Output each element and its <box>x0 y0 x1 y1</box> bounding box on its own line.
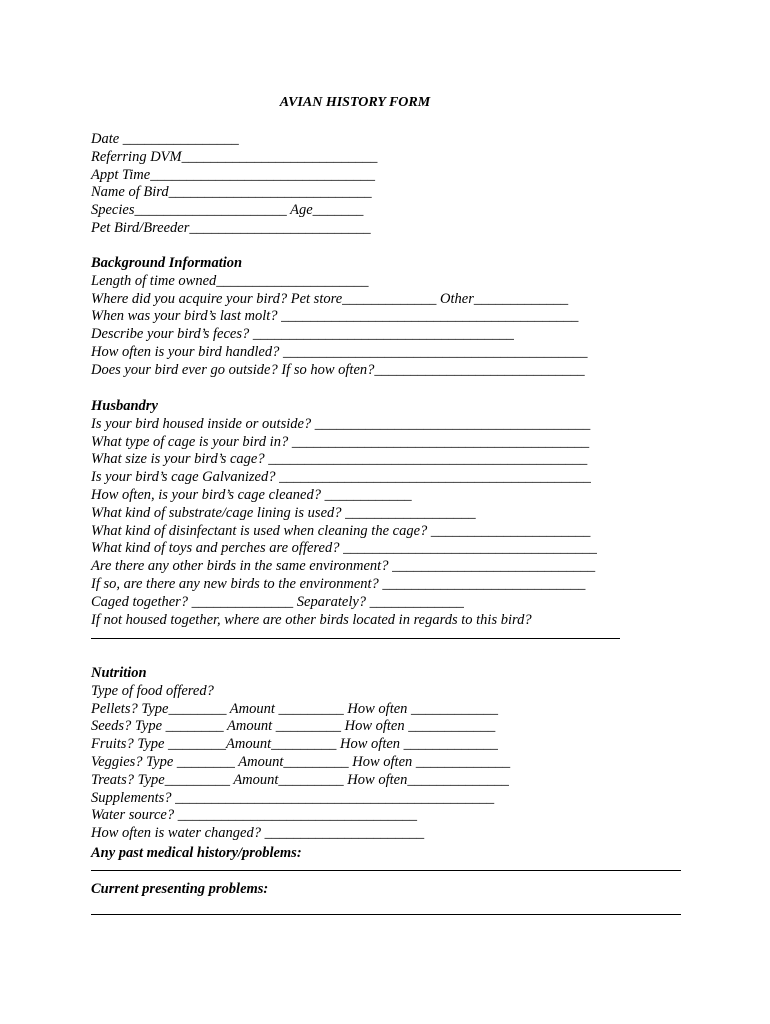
husbandry-question[interactable]: What kind of substrate/cage lining is used? __________________ <box>91 504 476 521</box>
background-question[interactable]: Length of time owned_____________________ <box>91 272 369 289</box>
nutrition-heading: Nutrition <box>91 665 147 681</box>
referring-dvm-field[interactable]: Referring DVM___________________________ <box>91 148 378 165</box>
nutrition-section <box>91 665 510 843</box>
answer-line[interactable] <box>91 638 620 639</box>
nutrition-question[interactable]: Treats? Type_________ Amount_________ How often______________ <box>91 771 509 788</box>
husbandry-question[interactable]: Is your bird’s cage Galvanized? ___________________________________________ <box>91 469 591 486</box>
appt-time-field[interactable]: Appt Time_______________________________ <box>91 166 375 183</box>
husbandry-section <box>91 398 620 639</box>
background-section <box>91 255 587 380</box>
husbandry-question[interactable]: What kind of disinfectant is used when cleaning the cage? ______________________ <box>91 522 591 539</box>
husbandry-heading: Husbandry <box>91 398 158 414</box>
form-title: AVIAN HISTORY FORM <box>279 95 431 110</box>
husbandry-question[interactable]: Caged together? ______________ Separately? _____________ <box>91 593 464 610</box>
nutrition-question[interactable]: Pellets? Type________ Amount _________ How often ____________ <box>91 700 499 717</box>
husbandry-question: If not housed together, where are other birds located in regards to this bird? <box>91 611 532 628</box>
background-question[interactable]: When was your bird’s last molt? _________________________________________ <box>91 308 579 325</box>
species-age-field[interactable]: Species_____________________ Age_______ <box>91 202 364 219</box>
nutrition-question[interactable]: Seeds? Type ________ Amount _________ How often ____________ <box>91 718 496 735</box>
nutrition-question[interactable]: How often is water changed? ______________________ <box>91 825 425 842</box>
husbandry-question[interactable]: What type of cage is your bird in? _________________________________________ <box>91 433 590 450</box>
background-question[interactable]: Describe your bird’s feces? ____________________________________ <box>91 326 514 343</box>
nutrition-question: Type of food offered? <box>91 682 214 699</box>
background-heading: Background Information <box>91 255 243 271</box>
husbandry-question[interactable]: Are there any other birds in the same environment? ____________________________ <box>91 558 596 575</box>
answer-line[interactable] <box>91 914 681 915</box>
past-history-section <box>91 845 681 871</box>
husbandry-question[interactable]: If so, are there any new birds to the environment? ____________________________ <box>91 575 586 592</box>
nutrition-question[interactable]: Supplements? ____________________________________________ <box>91 789 495 806</box>
header-section <box>91 131 377 238</box>
nutrition-question[interactable]: Veggies? Type ________ Amount_________ How often _____________ <box>91 753 511 770</box>
nutrition-question[interactable]: Fruits? Type ________Amount_________ How often _____________ <box>91 736 498 753</box>
husbandry-question[interactable]: How often, is your bird’s cage cleaned? ____________ <box>91 486 412 503</box>
background-question[interactable]: Does your bird ever go outside? If so how often?_____________________________ <box>91 361 585 378</box>
background-question[interactable]: How often is your bird handled? __________________________________________ <box>91 343 588 360</box>
husbandry-question[interactable]: Is your bird housed inside or outside? ______________________________________ <box>91 415 591 432</box>
pet-breeder-field[interactable]: Pet Bird/Breeder_________________________ <box>91 219 371 236</box>
background-question[interactable]: Where did you acquire your bird? Pet store_____________ Other_____________ <box>91 290 569 307</box>
past-history-heading: Any past medical history/problems: <box>91 845 302 861</box>
current-problems-section <box>91 881 681 915</box>
current-problems-heading: Current presenting problems: <box>91 881 269 897</box>
bird-name-field[interactable]: Name of Bird____________________________ <box>91 184 372 201</box>
answer-line[interactable] <box>91 870 681 871</box>
husbandry-question[interactable]: What kind of toys and perches are offered? ___________________________________ <box>91 540 597 557</box>
nutrition-question[interactable]: Water source? _________________________________ <box>91 807 417 824</box>
husbandry-question[interactable]: What size is your bird’s cage? ____________________________________________ <box>91 451 588 468</box>
date-field[interactable]: Date ________________ <box>91 131 239 147</box>
